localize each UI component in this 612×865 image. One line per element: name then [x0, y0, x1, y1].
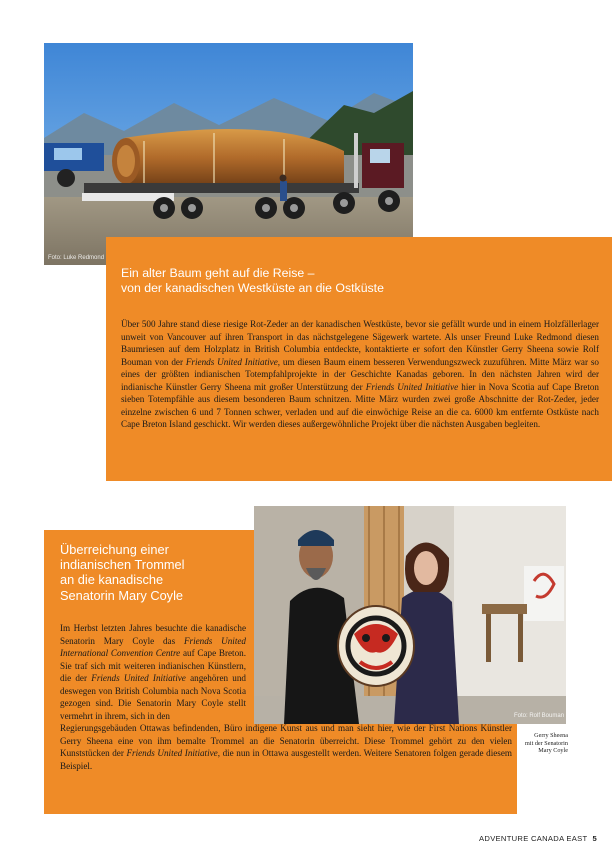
article1-headline-line2: von der kanadischen Westküste an die Ostküste [121, 281, 384, 295]
italic-text-run: Friends United International Convention Centre [60, 635, 246, 658]
article1-box [106, 237, 612, 481]
article2-headline-line1: Überreichung einer [60, 542, 169, 557]
truck-photo [44, 43, 413, 265]
page-footer [479, 834, 597, 843]
text-run: Regierungsgebäuden Ottawas befindenden, Büro indigene Kunst aus und man sieht hier, wie der First Nations Künstler Gerry Sheena eine von ihm bemalte Trommel an die Senatorin überreicht. Diese Trommel gehört zu den vielen Kunststücken der [60, 723, 512, 758]
text-run: angehören und deswegen von British Columbia nach Nova Scotia gezogen sind. Die Senatorin Mary Coyle stellt vermehrt in ihrem, sich in den [60, 673, 246, 721]
italic-text-run: Friends United Initiative [91, 673, 186, 683]
photo-caption [525, 732, 568, 755]
text-run: hier in Nova Scotia auf Cape Breton sieben Totempfähle aus diesem besonderen Baum schnitzen. Mitte März wurden zwei große Abschnitte der Rot-Zeder, jeder einzelne zwischen 6 und 7 Tonnen schwer, verladen und auf die einwöchige Reise an die ca. 6000 km entfernte Ostküste nach Cape Breton Island geschickt. Wir werden dieses außergewöhnliche Projekt über die nächsten Ausgaben begleiten. [121, 381, 599, 429]
photo-credit-2: Foto: Rolf Bouman [514, 713, 565, 719]
caption-line-1: Gerry Sheena [534, 732, 568, 739]
article2-paragraph-top [60, 622, 246, 722]
italic-text-run: Friends United Initiative [185, 356, 278, 367]
italic-text-run: Friends United Initiative [126, 748, 218, 758]
article1-headline-line1: Ein alter Baum geht auf die Reise – [121, 266, 315, 280]
photo-credit-1: Foto: Luke Redmond [48, 255, 105, 261]
article1-headline [121, 266, 384, 296]
article1-body [121, 318, 599, 431]
page-number: 5 [592, 834, 597, 843]
article2-body-wide [60, 722, 512, 772]
italic-text-run: Friends United Initiative [365, 381, 459, 392]
drum-illustration [254, 506, 566, 724]
article2-headline-line4: Senatorin Mary Coyle [60, 587, 184, 603]
caption-line-3: Mary Coyle [538, 747, 568, 754]
text-run: , die nun in Ottawa ausgestellt werden. Weitere Senatoren folgen gerade diesem Beispiel. [60, 748, 513, 771]
article1-paragraph [121, 318, 599, 431]
drum-photo [254, 506, 566, 724]
magazine-title: ADVENTURE CANADA EAST [479, 834, 588, 843]
article2-headline-line2: indianischen Trommel [60, 557, 185, 573]
truck-illustration [44, 43, 413, 265]
article2-body-column [60, 622, 246, 722]
article2-headline-line3: an die kanadische [60, 572, 164, 588]
article2-headline [60, 542, 184, 603]
caption-line-2: mit der Senatorin [525, 739, 568, 747]
text-run: , um diesen Baum einem besseren Verwendungszweck zuzuführen. Mitte März war so eines der größten indianischen Totempfahlprojekte in der Geschichte Kanadas geboren. In den nächsten Jahren wird der indianische Künstler Gerry Sheena mit großer Unterstützung der [121, 356, 599, 392]
text-run: auf Cape Breton. Sie traf sich mit weiteren indianischen Künstlern, die der [60, 648, 246, 683]
text-run: Im Herbst letzten Jahres besuchte die kanadische Senatorin Mary Coyle das [60, 623, 246, 646]
article2-paragraph-bottom [60, 722, 512, 772]
text-run: Über 500 Jahre stand diese riesige Rot-Zeder an der kanadischen Westküste, bevor sie gefällt wurde und in einem Holzfällerlager unweit von Vancouver auf ihren Transport in das nächstgelegene Sägewerk wartete. Als unser Freund Luke Redmond diesen Baumriesen auf dem Holzplatz in British Columbia entdeckte, kontaktierte er sofort den Künstler Gerry Sheena sowie Rolf Bouman von der [121, 319, 599, 367]
